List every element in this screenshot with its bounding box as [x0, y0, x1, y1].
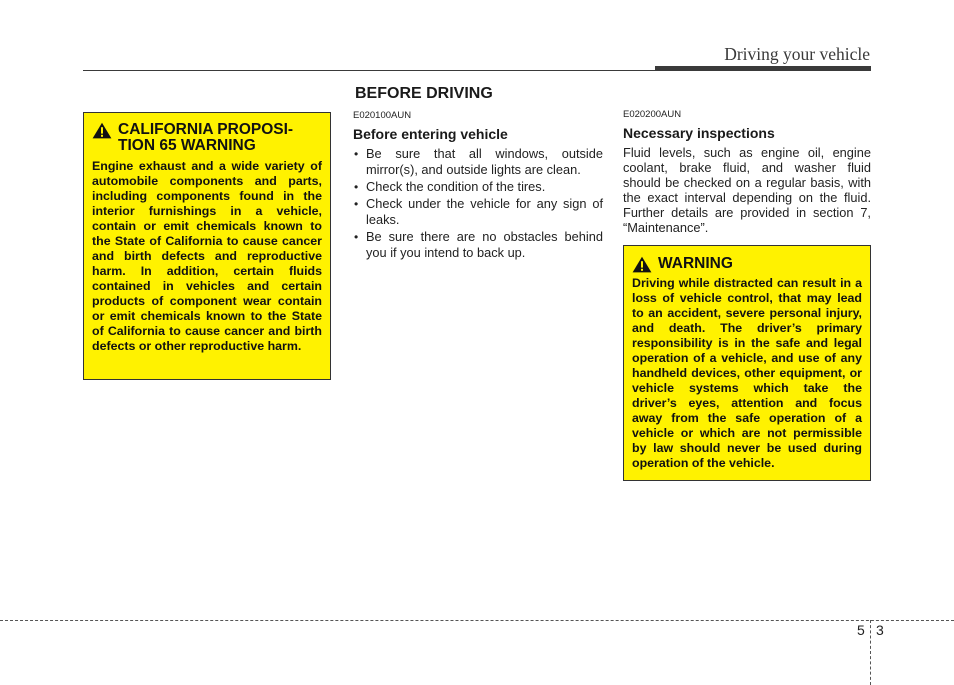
- california-warning-body: Engine exhaust and a wide variety of automobile components and parts, including components found in the interior furnishings in a vehicle, contain or emit chemicals known to the State of California to cause cancer and birth defects and reproductive harm. In addition, certain fluids contained in vehicles and certain products of component wear contain or emit chemicals known to the State of California to cause cancer and birth defects or other reproductive harm.: [92, 159, 322, 353]
- distraction-warning-box: [623, 245, 871, 481]
- page-number-separator: [870, 620, 871, 685]
- california-warning-heading: [92, 122, 322, 154]
- inspections-body: Fluid levels, such as engine oil, engine coolant, brake fluid, and washer fluid should be checked on a regular basis, with the exact interval depending on the fluid. Further details are provided in section 7, “Maintenance”.: [623, 145, 871, 235]
- checklist: [353, 146, 603, 261]
- running-header-title: Driving your vehicle: [724, 44, 870, 64]
- inspections-code: E020200AUN: [623, 109, 682, 120]
- warning-body: Driving while distracted can result in a loss of vehicle control, that may lead to an accident, severe personal injury, and death. The driver’s primary responsibility is in the safe and legal operation of a vehicle, and use of any handheld devices, other equipment, or vehicle systems which take the driver’s eyes, attention and focus away from the safe operation of a vehicle or which are not permissible by law should never be used during operation of the vehicle.: [632, 276, 862, 470]
- california-warning-heading-text: CALIFORNIA PROPOSI-TION 65 WARNING: [118, 121, 294, 154]
- section-title: BEFORE DRIVING: [355, 85, 493, 102]
- chapter-number: 5: [857, 622, 865, 638]
- footer-rule: [0, 620, 954, 621]
- list-item: • Be sure that all windows, outside mirror(s), and outside lights are clean.: [353, 146, 603, 178]
- california-warning-box: [83, 112, 331, 380]
- warning-triangle-icon: [92, 122, 112, 139]
- page-number: 3: [876, 622, 884, 638]
- warning-heading: [632, 256, 862, 273]
- section-code: E020100AUN: [353, 110, 412, 121]
- before-driving-section: [353, 84, 603, 262]
- list-item: • Check the condition of the tires.: [353, 179, 603, 195]
- warning-triangle-icon: [632, 256, 652, 273]
- warning-heading-text: WARNING: [658, 255, 733, 272]
- before-entering-heading: Before entering vehicle: [353, 126, 508, 142]
- inspections-heading: Necessary inspections: [623, 125, 775, 141]
- list-item: • Check under the vehicle for any sign of leaks.: [353, 196, 603, 228]
- list-item: • Be sure there are no obstacles behind you if you intend to back up.: [353, 229, 603, 261]
- header-bar: [655, 66, 871, 71]
- inspections-section: [623, 109, 871, 235]
